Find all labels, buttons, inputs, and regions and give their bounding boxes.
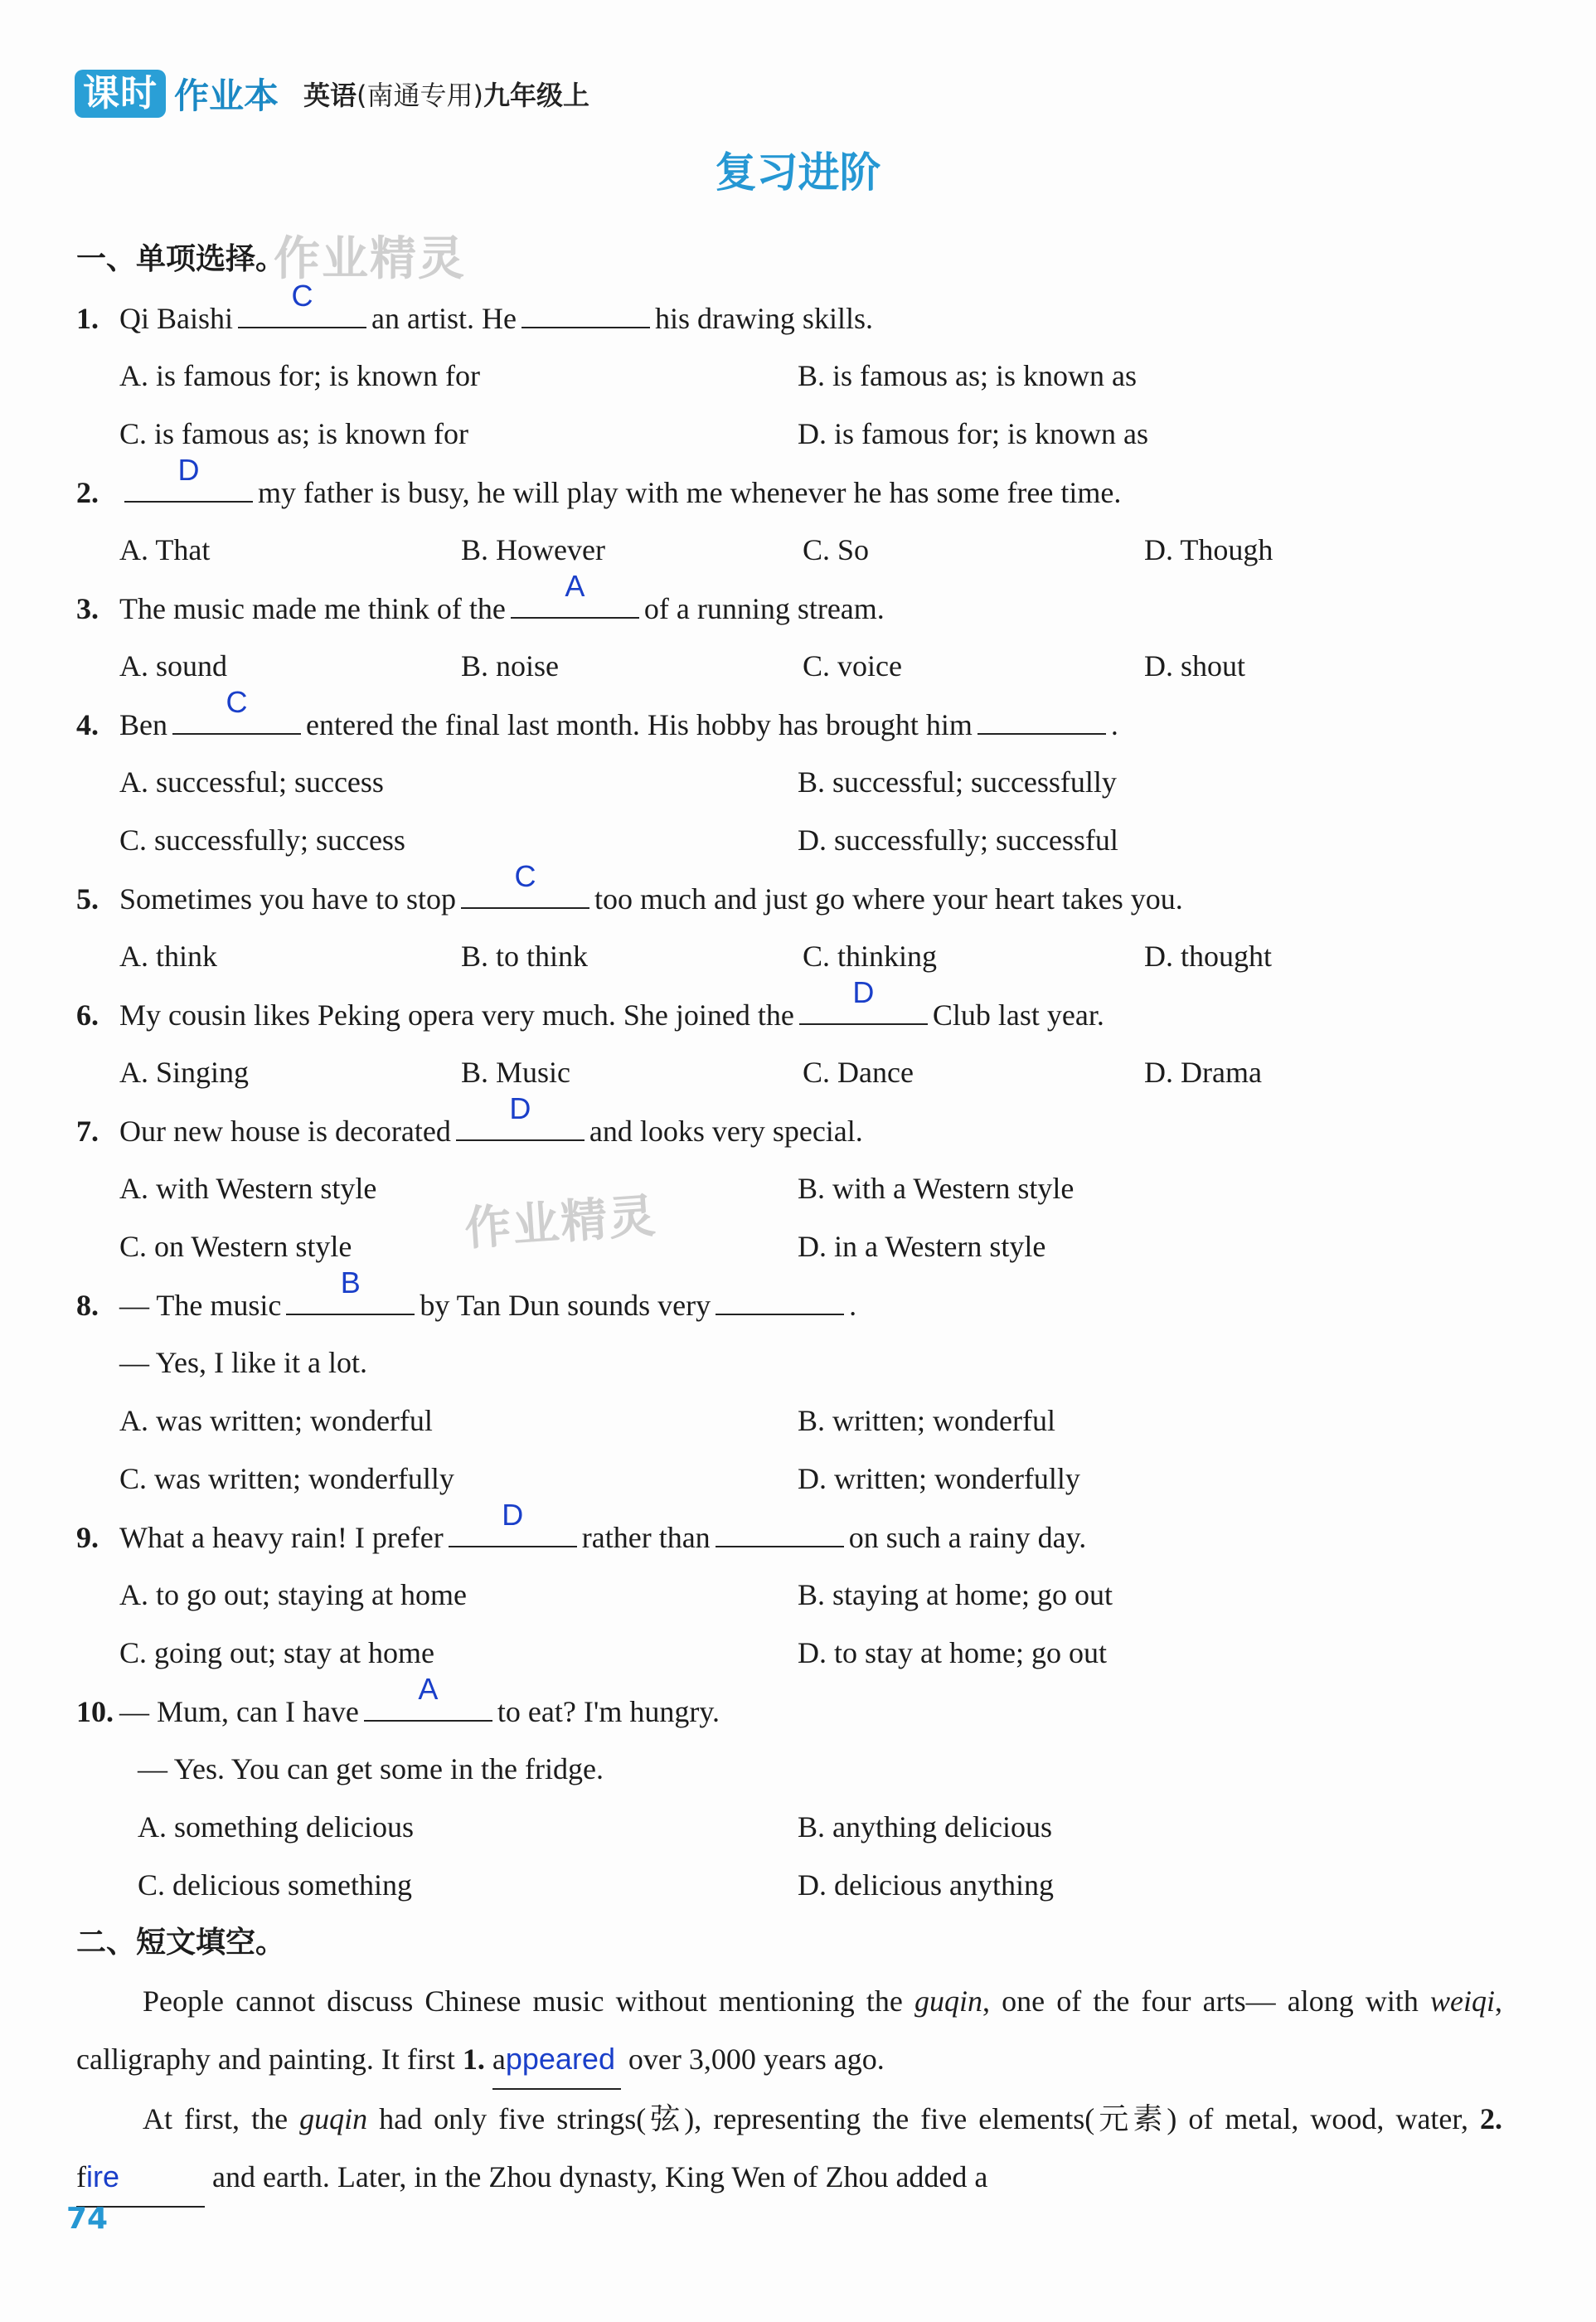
- answer-option[interactable]: C. So: [803, 533, 870, 566]
- watermark: 作业精灵: [463, 1188, 659, 1257]
- answer-letter: B: [340, 1265, 361, 1299]
- answer-blank[interactable]: [461, 859, 589, 909]
- question-text: his drawing skills.: [654, 302, 873, 335]
- question-text: What a heavy rain! I prefer: [119, 1521, 444, 1554]
- answer-blank[interactable]: [521, 289, 650, 328]
- option-row: [76, 1566, 1502, 1624]
- answer-option[interactable]: D. thought: [1144, 940, 1273, 973]
- option-row: [76, 521, 1502, 579]
- answer-option[interactable]: D. successfully; successful: [798, 823, 1118, 857]
- option-row: [76, 753, 1502, 811]
- section-heading: 二、短文填空。: [76, 1926, 286, 1960]
- answer-option[interactable]: B. is famous as; is known as: [798, 359, 1137, 392]
- question-list: [76, 279, 1502, 1914]
- answer-option[interactable]: D. Drama: [1144, 1056, 1262, 1089]
- answer-option[interactable]: C. Dance: [803, 1056, 914, 1089]
- question-text: and looks very special.: [589, 1115, 863, 1148]
- question-number: 8.: [76, 1289, 99, 1322]
- answer-option[interactable]: A. with Western style: [119, 1172, 377, 1205]
- answer-letter: D: [509, 1091, 531, 1125]
- question-text: of a running stream.: [643, 592, 885, 625]
- question-text: Our new house is decorated: [119, 1115, 451, 1148]
- book-logo: 课时: [75, 70, 166, 118]
- question-text: Ben: [119, 708, 167, 741]
- option-row: [76, 1624, 1502, 1682]
- exercise-content: [76, 231, 1502, 2208]
- answer-blank[interactable]: [124, 453, 253, 503]
- option-row: [76, 1159, 1502, 1217]
- option-row: [76, 1392, 1502, 1450]
- question-stem: [76, 1091, 1502, 1159]
- question-text: entered the final last month. His hobby has brought him: [306, 708, 973, 741]
- question-number: 1.: [76, 302, 99, 335]
- question-text: .: [849, 1289, 857, 1322]
- question-stem: [76, 1498, 1502, 1566]
- question-stem: [76, 685, 1502, 753]
- answer-option[interactable]: C. voice: [803, 649, 902, 683]
- answer-option[interactable]: C. was written; wonderfully: [119, 1462, 454, 1495]
- dialogue-reply: — Yes. You can get some in the fridge.: [138, 1752, 604, 1785]
- answer-option[interactable]: A. sound: [119, 649, 228, 683]
- answer-option[interactable]: A. That: [119, 533, 211, 566]
- question-stem: [76, 1672, 1502, 1740]
- answer-blank[interactable]: [286, 1265, 415, 1315]
- answer-option[interactable]: A. think: [119, 940, 218, 973]
- answer-option[interactable]: C. on Western style: [119, 1230, 352, 1263]
- answer-letter: C: [226, 685, 248, 719]
- option-row: [76, 1856, 1502, 1914]
- question-text: too much and just go where your heart takes you.: [594, 882, 1183, 916]
- answer-option[interactable]: B. to think: [461, 940, 589, 973]
- answer-option[interactable]: B. However: [461, 533, 605, 566]
- question-stem: [76, 975, 1502, 1043]
- answer-option[interactable]: B. Music: [461, 1056, 571, 1089]
- option-row: [76, 927, 1502, 985]
- answer-blank[interactable]: [716, 1508, 844, 1547]
- question-text: an artist. He: [371, 302, 517, 335]
- answer-option[interactable]: C. delicious something: [138, 1868, 412, 1902]
- answer-letter: D: [177, 453, 200, 487]
- answer-option[interactable]: B. staying at home; go out: [798, 1578, 1113, 1611]
- question-text: Club last year.: [932, 998, 1104, 1032]
- cloze-passage: [76, 1972, 1502, 2208]
- answer-letter: C: [514, 859, 536, 893]
- answer-blank[interactable]: [977, 695, 1106, 735]
- answer-option[interactable]: A. is famous for; is known for: [119, 359, 480, 392]
- answer-blank[interactable]: [449, 1498, 577, 1547]
- answer-option[interactable]: D. Though: [1144, 533, 1273, 566]
- question-stem: [76, 569, 1502, 637]
- answer-option[interactable]: D. shout: [1144, 649, 1246, 683]
- answer-option[interactable]: D. to stay at home; go out: [798, 1636, 1107, 1669]
- answer-blank[interactable]: [456, 1091, 585, 1141]
- option-row: [76, 347, 1502, 405]
- question-text: .: [1110, 708, 1118, 741]
- question-stem: [76, 279, 1502, 347]
- answer-option[interactable]: C. going out; stay at home: [119, 1636, 434, 1669]
- question-text: my father is busy, he will play with me whenever he has some free time.: [258, 476, 1122, 509]
- question-text: on such a rainy day.: [848, 1521, 1087, 1554]
- option-row: [76, 1798, 1502, 1856]
- question-number: 2.: [76, 476, 99, 509]
- answer-blank[interactable]: [511, 569, 639, 619]
- answer-option[interactable]: A. successful; success: [119, 765, 384, 799]
- fill-blank[interactable]: fire: [76, 2148, 205, 2208]
- answer-blank[interactable]: [172, 685, 301, 735]
- question-number: 4.: [76, 708, 99, 741]
- answer-letter: C: [291, 279, 313, 313]
- answer-blank[interactable]: [799, 975, 928, 1025]
- page-number: 74: [66, 2202, 109, 2236]
- question-number: 5.: [76, 882, 99, 916]
- subject-label: 英语(南通专用)九年级上: [303, 80, 590, 111]
- question-text: — Mum, can I have: [119, 1695, 359, 1728]
- fill-answer: ppeared: [505, 2042, 615, 2076]
- question-stem: [76, 453, 1502, 521]
- question-number: 9.: [76, 1521, 99, 1554]
- answer-option[interactable]: A. something delicious: [138, 1810, 414, 1844]
- answer-option[interactable]: A. to go out; staying at home: [119, 1578, 467, 1611]
- question-text: to eat? I'm hungry.: [497, 1695, 720, 1728]
- answer-option[interactable]: B. successful; successfully: [798, 765, 1117, 799]
- answer-option[interactable]: B. with a Western style: [798, 1172, 1075, 1205]
- answer-blank[interactable]: [716, 1275, 844, 1315]
- question-number: 7.: [76, 1115, 99, 1148]
- question-number: 3.: [76, 592, 99, 625]
- option-row: [76, 1043, 1502, 1101]
- book-name: 作业本: [174, 75, 279, 116]
- answer-option[interactable]: D. is famous for; is known as: [798, 417, 1148, 450]
- answer-blank[interactable]: [364, 1672, 492, 1722]
- question-text: The music made me think of the: [119, 592, 506, 625]
- passage-paragraph: People cannot discuss Chinese music without mentioning the guqin, one of the four arts— along with weiqi, calligraphy and painting. It first 1. appeared over 3,000 years ago.: [76, 1972, 1502, 2090]
- answer-blank[interactable]: [238, 279, 366, 328]
- option-row: [76, 1450, 1502, 1508]
- answer-letter: A: [565, 569, 585, 603]
- question-text: Sometimes you have to stop: [119, 882, 456, 916]
- section-heading: 一、单项选择。: [76, 242, 286, 276]
- answer-option[interactable]: A. Singing: [119, 1056, 250, 1089]
- answer-option[interactable]: D. in a Western style: [798, 1230, 1046, 1263]
- answer-option[interactable]: B. written; wonderful: [798, 1404, 1055, 1437]
- question-number: 10.: [76, 1695, 114, 1728]
- watermark: 作业精灵: [274, 232, 466, 286]
- fill-blank[interactable]: appeared: [492, 2030, 621, 2090]
- question-text: rather than: [581, 1521, 711, 1554]
- answer-letter: D: [502, 1498, 524, 1532]
- option-row: [76, 405, 1502, 463]
- answer-option[interactable]: B. anything delicious: [798, 1810, 1052, 1844]
- question-number: 6.: [76, 998, 99, 1032]
- page-header: [75, 65, 589, 123]
- answer-option[interactable]: C. successfully; success: [119, 823, 405, 857]
- answer-option[interactable]: D. written; wonderfully: [798, 1462, 1080, 1495]
- question-stem: [76, 859, 1502, 927]
- question-text: My cousin likes Peking opera very much. She joined the: [119, 998, 794, 1032]
- fill-answer: ire: [86, 2159, 120, 2193]
- answer-option[interactable]: C. thinking: [803, 940, 938, 973]
- page-title: 复习进阶: [715, 148, 881, 197]
- answer-option[interactable]: A. was written; wonderful: [119, 1404, 433, 1437]
- dialogue-reply: — Yes, I like it a lot.: [119, 1346, 368, 1379]
- answer-letter: A: [418, 1672, 439, 1706]
- answer-option[interactable]: B. noise: [461, 649, 560, 683]
- answer-option[interactable]: D. delicious anything: [798, 1868, 1054, 1902]
- question-text: by Tan Dun sounds very: [420, 1289, 711, 1322]
- question-text: Qi Baishi: [119, 302, 234, 335]
- answer-letter: D: [852, 975, 875, 1009]
- option-row: [76, 811, 1502, 869]
- question-text: — The music: [119, 1289, 282, 1322]
- question-stem: [76, 1265, 1502, 1333]
- passage-paragraph: At first, the guqin had only five strings(弦), representing the five elements(元素) of metal, wood, water, 2. fire and earth. Later, in the Zhou dynasty, King Wen of Zhou added a: [76, 2090, 1502, 2208]
- answer-option[interactable]: C. is famous as; is known for: [119, 417, 468, 450]
